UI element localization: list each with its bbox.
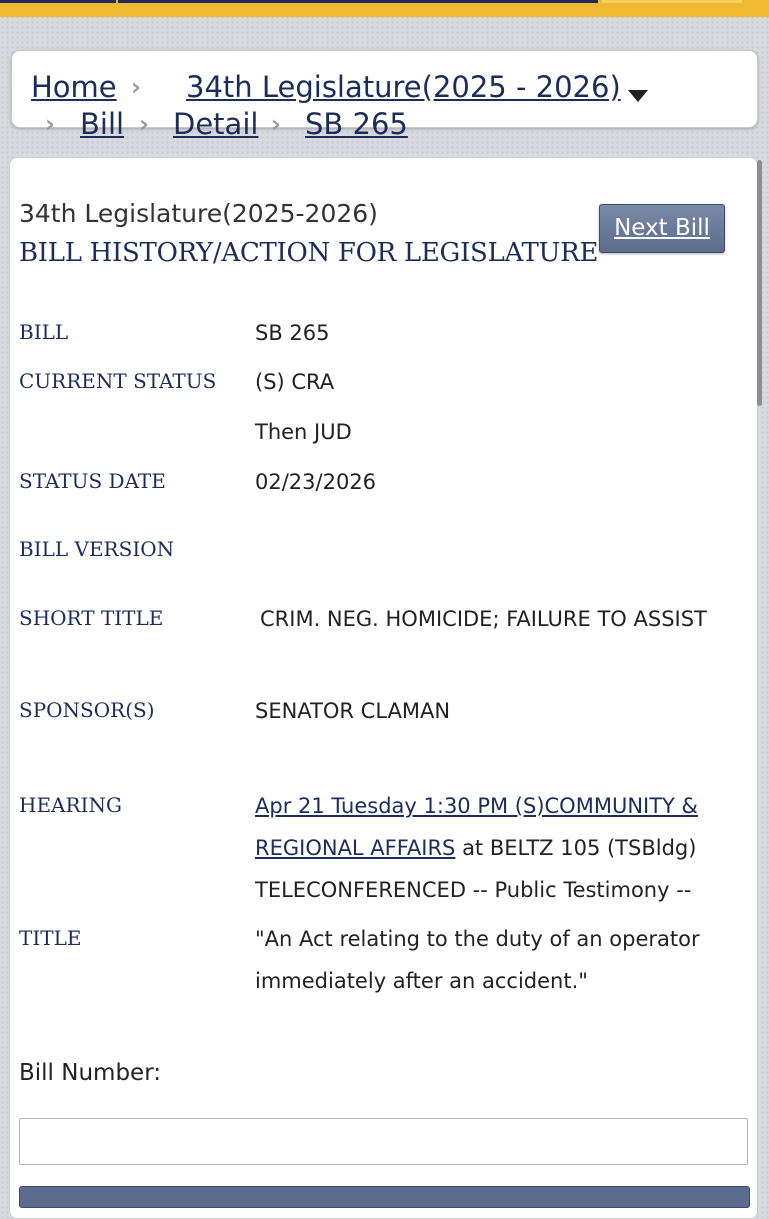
- breadcrumb-legislature-link[interactable]: 34th Legislature(2025 - 2026): [186, 70, 621, 104]
- top-nav-segment: [0, 0, 116, 3]
- dropdown-caret-icon[interactable]: [628, 90, 648, 102]
- title-value-2: immediately after an accident.": [255, 969, 588, 993]
- bill-number-label: Bill Number:: [19, 1060, 161, 1086]
- breadcrumb-current-link[interactable]: SB 265: [305, 107, 408, 141]
- hearing-location: at BELTZ 105 (TSBldg): [455, 836, 697, 860]
- chevron-right-icon: ›: [131, 73, 141, 101]
- sponsor-value: SENATOR CLAMAN: [255, 699, 451, 723]
- hearing-label: HEARING: [19, 793, 122, 817]
- bill-version-label: BILL VERSION: [19, 537, 175, 561]
- status-date-label: STATUS DATE: [19, 469, 166, 493]
- current-status-label: CURRENT STATUS: [19, 369, 217, 393]
- top-nav-segment: [602, 0, 742, 3]
- hearing-committee-link[interactable]: REGIONAL AFFAIRS: [255, 836, 456, 860]
- bill-label: BILL: [19, 320, 69, 344]
- short-title-label: SHORT TITLE: [19, 606, 164, 630]
- legislature-heading: 34th Legislature(2025-2026): [19, 199, 378, 228]
- chevron-right-icon: ›: [139, 110, 149, 138]
- bill-value: SB 265: [255, 321, 330, 345]
- hearing-value-2: [255, 827, 696, 869]
- current-status-value-2: Then JUD: [255, 420, 352, 444]
- breadcrumb-detail-link[interactable]: Detail: [173, 107, 259, 141]
- breadcrumb-bill-link[interactable]: Bill: [80, 107, 125, 141]
- top-nav-segment: [118, 0, 598, 3]
- title-value: "An Act relating to the duty of an operator: [255, 927, 700, 951]
- status-date-value: 02/23/2026: [255, 470, 377, 494]
- search-button[interactable]: [19, 1186, 750, 1208]
- breadcrumb-home-link[interactable]: Home: [31, 70, 117, 104]
- bill-number-input[interactable]: [19, 1118, 748, 1165]
- next-bill-button[interactable]: Next Bill: [599, 204, 725, 253]
- hearing-link[interactable]: Apr 21 Tuesday 1:30 PM (S)COMMUNITY &: [255, 794, 698, 818]
- title-label: TITLE: [19, 926, 82, 950]
- chevron-right-icon: ›: [45, 110, 55, 138]
- chevron-right-icon: ›: [271, 110, 281, 138]
- scrollbar[interactable]: [757, 160, 762, 406]
- short-title-value: CRIM. NEG. HOMICIDE; FAILURE TO ASSIST: [260, 607, 707, 631]
- hearing-value: [255, 785, 698, 827]
- sponsor-label: SPONSOR(S): [19, 698, 155, 722]
- current-status-value: (S) CRA: [255, 370, 335, 394]
- page-title: BILL HISTORY/ACTION FOR LEGISLATURE: [19, 238, 599, 268]
- hearing-note: TELECONFERENCED -- Public Testimony --: [255, 878, 692, 902]
- top-nav-bar: [0, 0, 769, 17]
